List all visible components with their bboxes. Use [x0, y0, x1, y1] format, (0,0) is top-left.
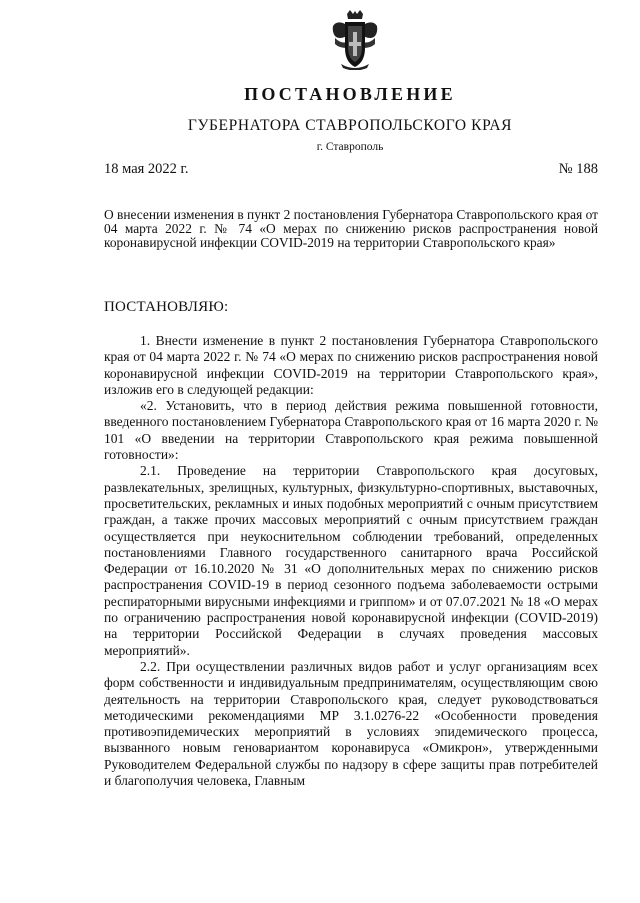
city-label: г. Ставрополь	[316, 141, 384, 153]
decree-heading: ПОСТАНОВЛЯЮ:	[104, 299, 229, 315]
issuer-title: ГУБЕРНАТОРА СТАВРОПОЛЬСКОГО КРАЯ	[187, 117, 513, 134]
coat-of-arms-icon	[331, 10, 379, 70]
paragraph-2-2: 2.2. При осуществлении различных видов работ и услуг организациям всех форм собственности и индивидуальным предпринимателям, осуществляющим свою деятельность на территории Ставропольского края, следует руководствоваться методическими рекомендациями МР 3.1.0276-22 «Особенности проведения противоэпидемических мероприятий в условиях эпидемического процесса, вызванного новым геновариантом коронавируса «Омикрон», утвержденными Руководителем Федеральной службы по надзору в сфере защиты прав потребителей и благополучия человека, Главным	[104, 658, 598, 789]
document-body	[104, 333, 598, 789]
paragraph-2-1: 2.1. Проведение на территории Ставропольского края досуговых, развлекательных, зрелищных, культурных, физкультурно-спортивных, выставочных, просветительских, рекламных и иных подобных мероприятий с очным присутствием граждан, а также прочих массовых мероприятий с очным присутствием граждан осуществляется при неукоснительном соблюдении требований, определенных постановлениями Главного государственного санитарного врача Российской Федерации от 16.10.2020 № 31 «О дополнительных мерах по снижению рисков распространения COVID-19 в период сезонного подъема заболеваемости острыми респираторными вирусными инфекциями и гриппом» и от 07.07.2021 № 18 «О мерах по ограничению распространения новой коронавирусной инфекции (COVID-2019) на территории Российской Федерации в случаях проведения массовых мероприятий».	[104, 463, 598, 658]
document-type-title: ПОСТАНОВЛЕНИЕ	[244, 84, 456, 104]
document-number: № 188	[558, 161, 598, 177]
document-date: 18 мая 2022 г.	[104, 161, 189, 177]
paragraph-2: «2. Установить, что в период действия режима повышенной готовности, введенного постановлением Губернатора Ставропольского края от 16 марта 2020 г. № 101 «О введении на территории Ставропольского края режима повышенной готовности»:	[104, 398, 598, 463]
paragraph-1: 1. Внести изменение в пункт 2 постановления Губернатора Ставропольского края от 04 марта 2022 г. № 74 «О мерах по снижению рисков распространения новой коронавирусной инфекции COVID-2019 на территории Ставропольского края», изложив его в следующей редакции:	[104, 333, 598, 397]
document-preamble: О внесении изменения в пункт 2 постановления Губернатора Ставропольского края от 04 марта 2022 г. № 74 «О мерах по снижению рисков распространения новой коронавирусной инфекции COVID-2019 на территории Ставропольского края»	[104, 207, 598, 250]
